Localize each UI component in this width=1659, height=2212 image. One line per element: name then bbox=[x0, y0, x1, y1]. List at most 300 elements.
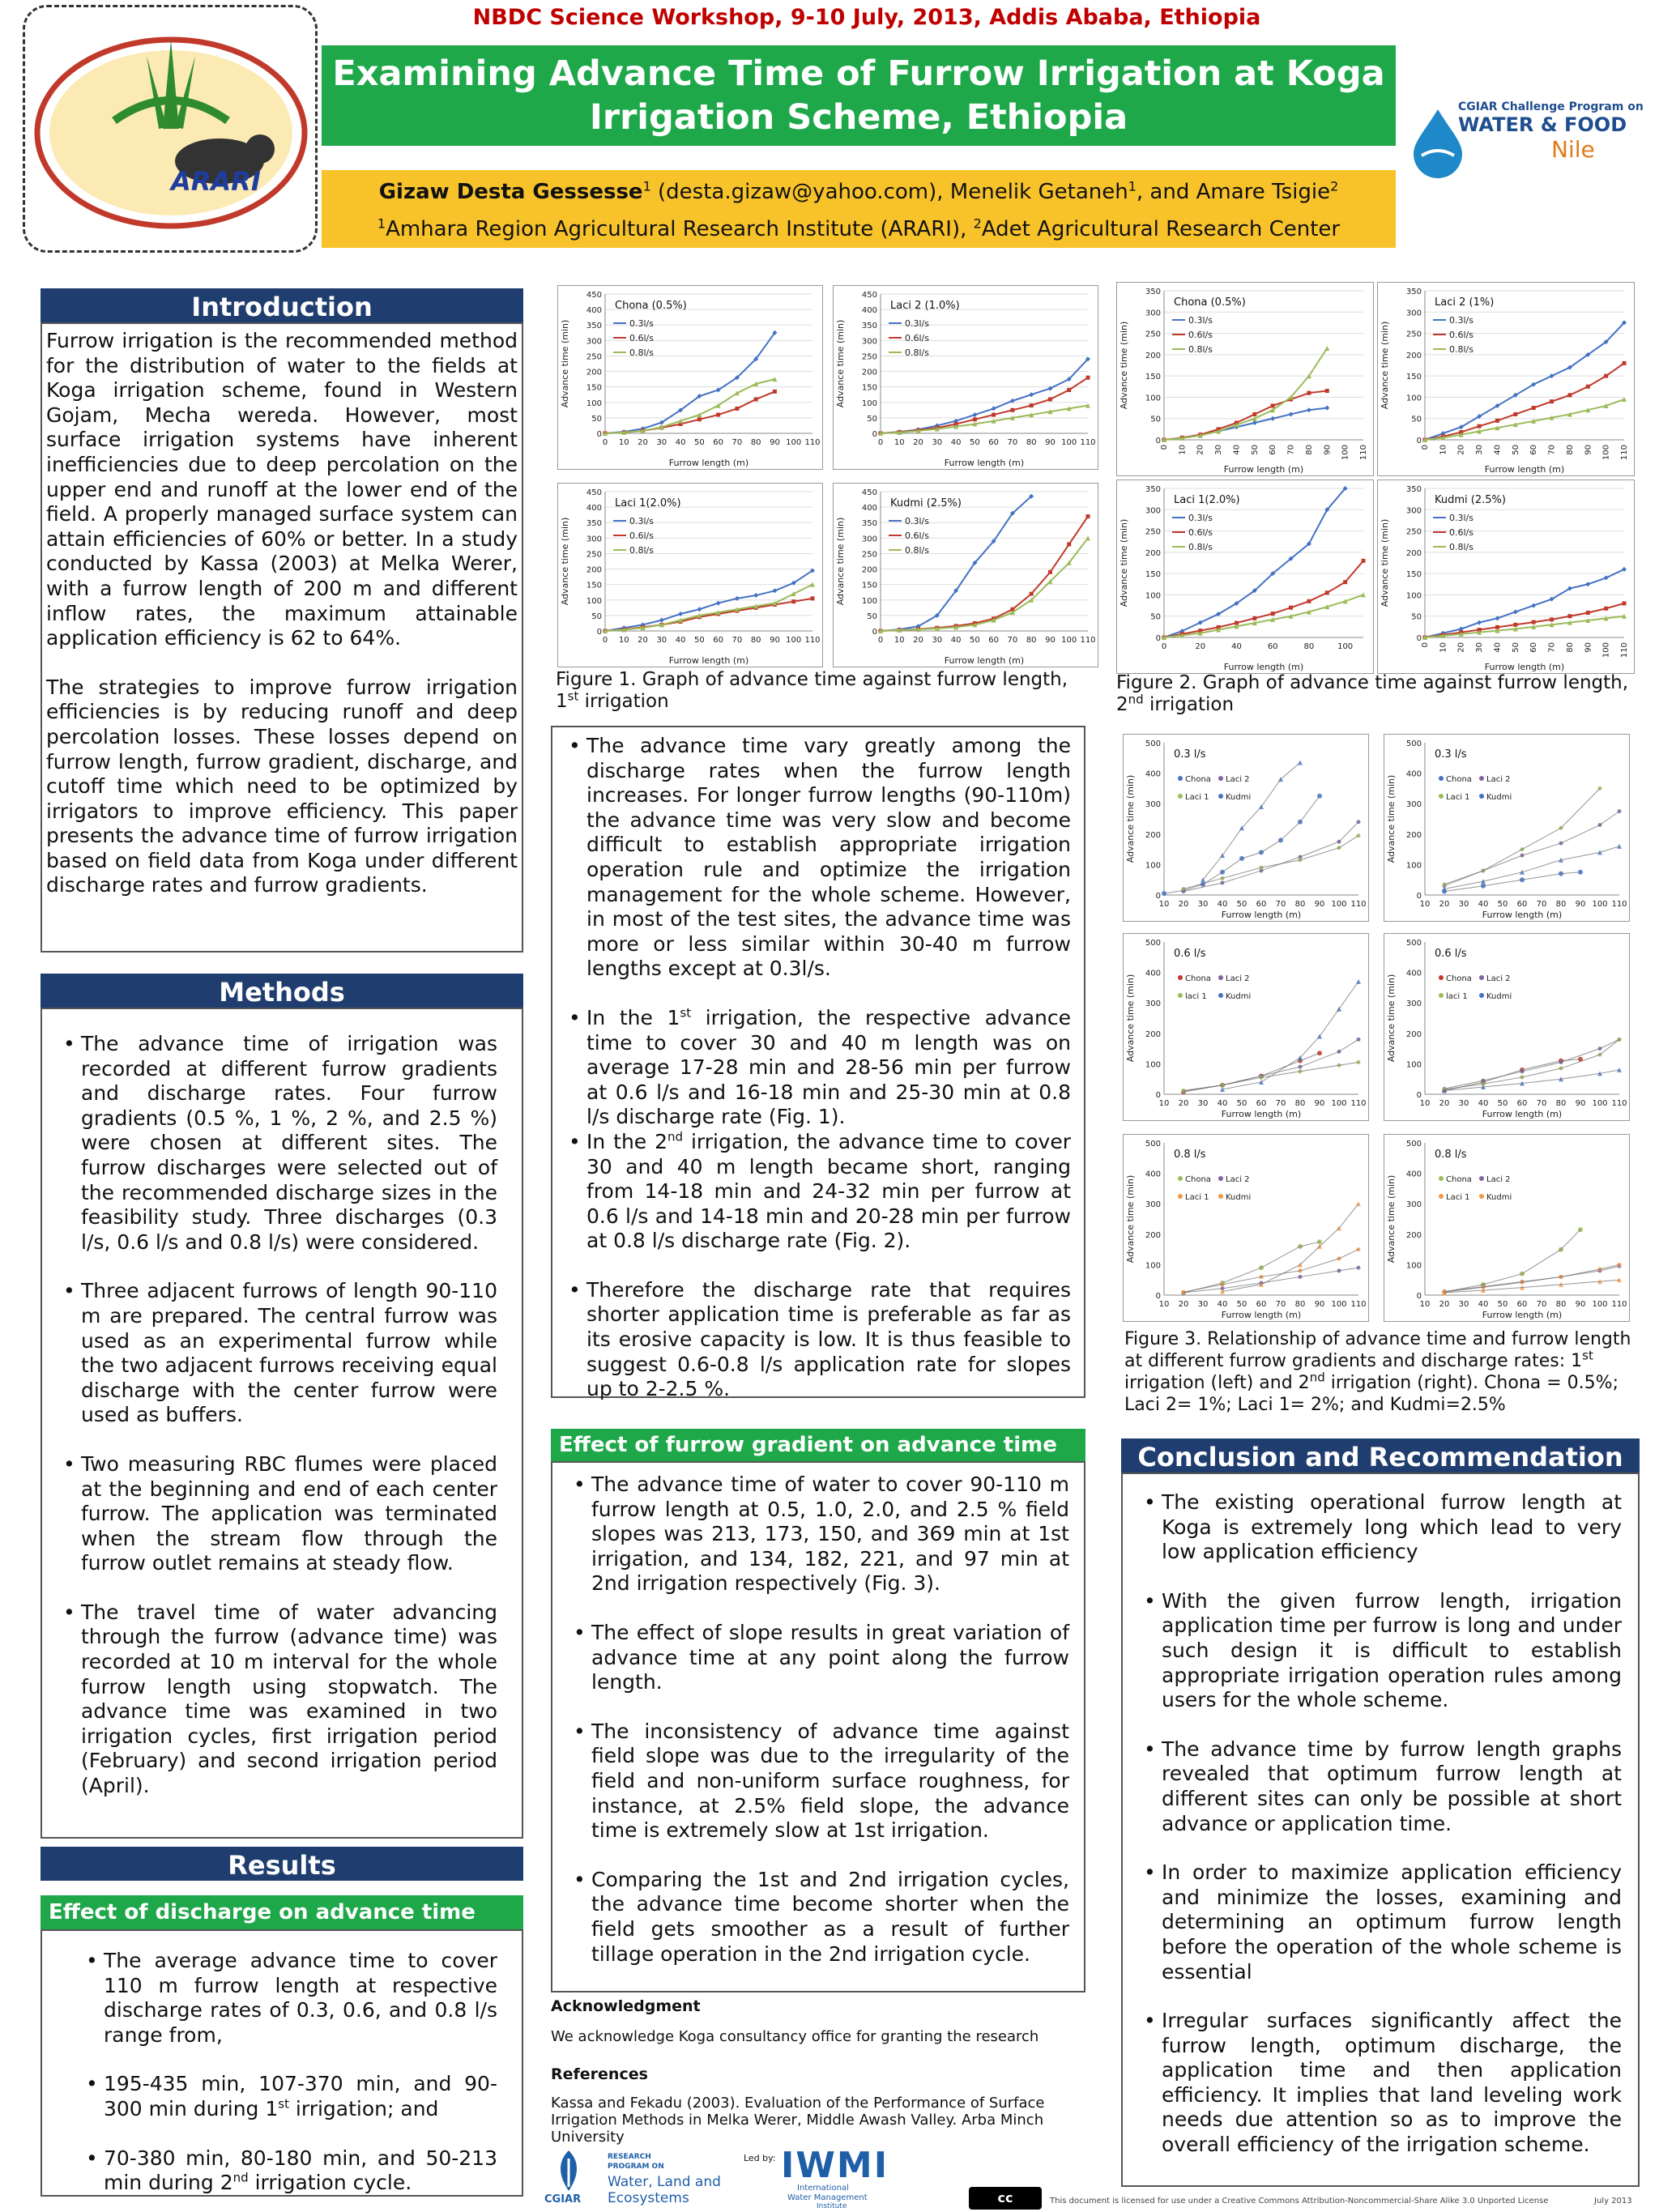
x-tick-label: 50 bbox=[969, 636, 980, 645]
x-tick-label: 100 bbox=[1592, 900, 1608, 909]
y-tick-label: 50 bbox=[1150, 612, 1161, 622]
figure3-chart-08-second bbox=[1384, 1134, 1630, 1322]
legend-label: Kudmi bbox=[1226, 1193, 1252, 1202]
y-axis-label: Advance time (min) bbox=[560, 319, 570, 408]
data-point bbox=[1477, 620, 1482, 625]
data-point bbox=[1623, 361, 1627, 365]
results-item: • 70-380 min, 80-180 min, and 50-213 min during 2nd irrigation cycle. bbox=[83, 2146, 497, 2196]
legend-swatch bbox=[1479, 975, 1484, 980]
x-tick-label: 80 bbox=[1555, 1099, 1567, 1108]
y-tick-label: 100 bbox=[1405, 591, 1422, 601]
legend-swatch bbox=[1218, 975, 1223, 980]
legend-label: 0.3l/s bbox=[1449, 315, 1473, 326]
legend-swatch bbox=[1218, 794, 1223, 799]
y-tick-label: 200 bbox=[1405, 548, 1422, 558]
x-tick-label: 100 bbox=[1331, 900, 1347, 909]
y-tick-label: 400 bbox=[586, 504, 602, 514]
y-tick-label: 0 bbox=[872, 430, 877, 439]
y-tick-label: 300 bbox=[1145, 309, 1161, 318]
x-tick-label: 100 bbox=[1341, 445, 1350, 461]
x-tick-label: 40 bbox=[1217, 900, 1228, 909]
y-tick-label: 200 bbox=[1405, 830, 1422, 840]
research-text: RESEARCH bbox=[608, 2153, 651, 2161]
x-tick-label: 30 bbox=[656, 636, 667, 645]
data-point bbox=[1513, 412, 1517, 416]
x-tick-label: 110 bbox=[1611, 1300, 1627, 1309]
x-tick-label: 80 bbox=[750, 636, 761, 645]
authors-line: Gizaw Desta Gessesse$^1$ (desta.gizaw@yahoo.com), Menelik Getaneh$^1$, and Amare Tsigie$^2$ bbox=[378, 178, 1339, 204]
x-tick-label: 30 bbox=[1458, 900, 1469, 909]
program-on-text: PROGRAM ON bbox=[608, 2163, 664, 2171]
figure3-chart-06-second bbox=[1384, 933, 1630, 1121]
y-tick-label: 50 bbox=[591, 414, 602, 424]
y-tick-label: 100 bbox=[1405, 861, 1422, 871]
x-tick-label: 40 bbox=[950, 636, 962, 645]
series-line bbox=[1425, 363, 1624, 440]
gradient-effect-heading: Effect of furrow gradient on advance time bbox=[551, 1429, 1085, 1461]
figure1-chart-kudmi bbox=[833, 483, 1098, 667]
data-point bbox=[697, 417, 702, 421]
y-tick-label: 300 bbox=[1405, 506, 1422, 516]
legend-swatch bbox=[1178, 993, 1183, 998]
figure2-chart-laci2 bbox=[1377, 282, 1635, 476]
x-tick-label: 10 bbox=[618, 438, 629, 447]
y-tick-label: 250 bbox=[861, 352, 877, 362]
legend-label: 0.6l/s bbox=[1188, 330, 1213, 340]
x-tick-label: 40 bbox=[1217, 1099, 1228, 1108]
x-tick-label: 100 bbox=[786, 636, 802, 645]
x-tick-label: 80 bbox=[1565, 445, 1575, 455]
x-tick-label: 70 bbox=[731, 636, 743, 645]
x-tick-label: 60 bbox=[1267, 642, 1278, 651]
discussion-box bbox=[551, 726, 1085, 1401]
x-tick-label: 80 bbox=[750, 438, 761, 447]
x-tick-label: 70 bbox=[1547, 642, 1557, 653]
y-tick-label: 300 bbox=[861, 535, 877, 544]
data-point bbox=[1622, 567, 1627, 572]
chart-title: Laci 1(2.0%) bbox=[615, 497, 681, 509]
y-tick-label: 400 bbox=[1145, 769, 1161, 779]
y-axis-label: Advance time (min) bbox=[1119, 321, 1129, 410]
legend-swatch bbox=[1439, 993, 1444, 998]
legend-label: 0.3l/s bbox=[1449, 513, 1473, 523]
x-tick-label: 30 bbox=[1197, 1300, 1209, 1309]
chart-title: Kudmi (2.5%) bbox=[890, 497, 962, 509]
series-line bbox=[1164, 348, 1327, 440]
legend-label: Laci 2 bbox=[1226, 974, 1250, 983]
x-tick-label: 110 bbox=[1611, 1099, 1627, 1108]
legend-label: Kudmi bbox=[1486, 992, 1512, 1001]
series-line bbox=[1425, 616, 1624, 637]
x-tick-label: 100 bbox=[1061, 636, 1077, 645]
x-tick-label: 70 bbox=[1275, 900, 1286, 909]
legend-swatch bbox=[1178, 794, 1183, 799]
x-tick-label: 100 bbox=[1337, 642, 1354, 651]
references-heading: References bbox=[551, 2065, 648, 2083]
legend-label: Laci 2 bbox=[1486, 775, 1511, 784]
data-point bbox=[1067, 388, 1071, 392]
creative-commons-badge: cc bbox=[969, 2187, 1042, 2210]
chart-title: 0.6 l/s bbox=[1174, 948, 1206, 960]
legend-label: 0.6l/s bbox=[629, 531, 654, 541]
legend-label: 0.3l/s bbox=[629, 516, 654, 526]
x-tick-label: 80 bbox=[1555, 900, 1567, 909]
legend-label: 0.3l/s bbox=[905, 516, 929, 526]
results-item: • The average advance time to cover 110 m furrow length at respective discharge rates of 0.3, 0.6, and 0.8 l/s range from, bbox=[83, 1949, 497, 2048]
data-point bbox=[773, 390, 777, 394]
y-tick-label: 100 bbox=[586, 596, 602, 606]
y-tick-label: 0 bbox=[1416, 1292, 1422, 1301]
y-tick-label: 150 bbox=[861, 383, 877, 393]
x-tick-label: 30 bbox=[1458, 1099, 1469, 1108]
y-tick-label: 500 bbox=[1405, 939, 1422, 948]
introduction-box bbox=[41, 322, 523, 953]
x-tick-label: 30 bbox=[656, 438, 667, 447]
data-point bbox=[1604, 374, 1608, 378]
data-point bbox=[772, 588, 777, 593]
legend-label: laci 1 bbox=[1446, 992, 1468, 1001]
x-tick-label: 10 bbox=[618, 636, 629, 645]
data-point bbox=[1252, 616, 1256, 620]
results-list bbox=[83, 1949, 497, 2196]
x-tick-label: 10 bbox=[1158, 1300, 1170, 1309]
data-point bbox=[1604, 575, 1609, 580]
x-tick-label: 90 bbox=[1584, 642, 1593, 653]
figure1-chart-laci1 bbox=[557, 483, 823, 667]
y-tick-label: 250 bbox=[861, 550, 877, 560]
x-tick-label: 40 bbox=[1478, 1099, 1489, 1108]
trend-line bbox=[1183, 1250, 1358, 1293]
trend-line bbox=[1183, 1039, 1358, 1091]
x-tick-label: 70 bbox=[1547, 445, 1557, 455]
figure3-chart-03-first bbox=[1123, 734, 1369, 922]
legend-label: 0.6l/s bbox=[1188, 527, 1213, 538]
y-tick-label: 300 bbox=[1145, 999, 1161, 1009]
y-axis-label: Advance time (min) bbox=[1386, 774, 1397, 863]
data-point bbox=[972, 412, 977, 417]
x-tick-label: 0 bbox=[1421, 445, 1430, 450]
series-line bbox=[881, 406, 1088, 433]
x-tick-label: 100 bbox=[1601, 642, 1611, 658]
x-tick-label: 70 bbox=[1275, 1300, 1286, 1309]
x-tick-label: 70 bbox=[1536, 900, 1547, 909]
x-axis-label: Furrow length (m) bbox=[944, 458, 1025, 468]
y-tick-label: 150 bbox=[1145, 373, 1161, 382]
legend-swatch bbox=[1439, 776, 1444, 781]
x-tick-label: 100 bbox=[786, 438, 802, 447]
legend-swatch bbox=[1439, 794, 1444, 799]
y-tick-label: 300 bbox=[1405, 1200, 1422, 1210]
x-tick-label: 90 bbox=[770, 438, 780, 447]
poster-title: Examining Advance Time of Furrow Irrigation at Koga Irrigation Scheme, Ethiopia bbox=[322, 45, 1396, 146]
data-point bbox=[992, 406, 996, 411]
x-tick-label: 40 bbox=[1232, 445, 1242, 455]
data-point bbox=[1585, 582, 1590, 586]
x-tick-label: 60 bbox=[1256, 900, 1267, 909]
data-point bbox=[1252, 420, 1257, 425]
y-tick-label: 100 bbox=[861, 596, 877, 606]
y-axis-label: Advance time (min) bbox=[1380, 321, 1390, 410]
x-tick-label: 100 bbox=[1331, 1099, 1347, 1108]
y-tick-label: 0 bbox=[1155, 1091, 1161, 1100]
x-tick-label: 60 bbox=[1516, 900, 1528, 909]
data-point bbox=[1567, 393, 1572, 397]
x-tick-label: 50 bbox=[1497, 900, 1508, 909]
y-tick-label: 50 bbox=[1411, 612, 1422, 622]
acknowledgment-heading: Acknowledgment bbox=[551, 1997, 701, 2015]
x-tick-label: 110 bbox=[804, 438, 821, 447]
cgiar-program-text: CGIAR Challenge Program on bbox=[1458, 100, 1644, 113]
x-tick-label: 100 bbox=[1331, 1300, 1347, 1309]
x-tick-label: 90 bbox=[770, 636, 780, 645]
y-tick-label: 350 bbox=[1145, 485, 1161, 494]
x-axis-label: Furrow length (m) bbox=[1221, 1109, 1302, 1119]
led-by-text: Led by: bbox=[744, 2153, 776, 2163]
chart-title: 0.3 l/s bbox=[1435, 748, 1467, 761]
series-line bbox=[1164, 488, 1346, 637]
legend-swatch bbox=[1439, 975, 1444, 980]
legend-swatch bbox=[1178, 1176, 1183, 1181]
water-food-text: WATER & FOOD bbox=[1458, 113, 1627, 136]
wle-logo bbox=[544, 2146, 747, 2211]
y-tick-label: 100 bbox=[861, 399, 877, 408]
legend-label: Chona bbox=[1446, 1175, 1472, 1184]
y-tick-label: 300 bbox=[586, 535, 602, 544]
y-tick-label: 350 bbox=[1145, 288, 1161, 296]
x-tick-label: 30 bbox=[1214, 445, 1224, 455]
data-point bbox=[1324, 406, 1329, 411]
figure2-chart-chona bbox=[1116, 282, 1374, 476]
chart-title: 0.8 l/s bbox=[1174, 1149, 1206, 1161]
x-tick-label: 100 bbox=[1592, 1099, 1608, 1108]
series-line bbox=[605, 585, 812, 631]
x-tick-label: 110 bbox=[1620, 445, 1629, 461]
legend-label: Laci 1 bbox=[1185, 1193, 1209, 1202]
x-axis-label: Furrow length (m) bbox=[1223, 662, 1304, 672]
methods-item: • Two measuring RBC flumes were placed at the beginning and end of each center furrow. The application was terminated when the stream flow through the furrow outlet remains at steady flow. bbox=[60, 1452, 497, 1576]
x-tick-label: 90 bbox=[1314, 1300, 1325, 1309]
figure2-chart-laci1 bbox=[1116, 479, 1374, 674]
x-tick-label: 110 bbox=[1359, 445, 1368, 461]
y-tick-label: 500 bbox=[1145, 739, 1161, 748]
legend-label: Laci 1 bbox=[1185, 793, 1209, 802]
cgiar-logo bbox=[1410, 89, 1644, 170]
data-point bbox=[1617, 844, 1622, 849]
y-axis-label: Advance time (min) bbox=[1119, 518, 1129, 607]
x-tick-label: 70 bbox=[1536, 1099, 1547, 1108]
data-point bbox=[1550, 373, 1555, 378]
legend-label: 0.6l/s bbox=[1449, 527, 1473, 538]
y-tick-label: 500 bbox=[1405, 1140, 1422, 1149]
legend-label: 0.3l/s bbox=[1188, 513, 1213, 523]
x-tick-label: 60 bbox=[1256, 1099, 1267, 1108]
y-tick-label: 100 bbox=[1145, 1060, 1161, 1070]
methods-heading: Methods bbox=[41, 974, 523, 1008]
legend-label: laci 1 bbox=[1185, 992, 1207, 1001]
y-tick-label: 0 bbox=[1416, 634, 1422, 643]
legend-label: Chona bbox=[1446, 775, 1472, 784]
x-tick-label: 60 bbox=[988, 636, 1000, 645]
y-tick-label: 100 bbox=[1145, 861, 1161, 871]
x-tick-label: 80 bbox=[1026, 636, 1037, 645]
legend-swatch bbox=[1218, 1194, 1223, 1199]
y-tick-label: 100 bbox=[1405, 1060, 1422, 1070]
arari-logo-graphic bbox=[25, 7, 315, 250]
conclusion-heading: Conclusion and Recommendation bbox=[1121, 1438, 1640, 1473]
legend-label: Kudmi bbox=[1226, 793, 1252, 802]
data-point bbox=[1532, 620, 1536, 624]
cgiar-leaf-icon bbox=[544, 2146, 593, 2195]
y-tick-label: 200 bbox=[586, 368, 602, 377]
series-line bbox=[1164, 408, 1327, 440]
results-heading: Results bbox=[41, 1847, 523, 1881]
gradient-list bbox=[570, 1473, 1069, 1967]
data-point bbox=[1623, 601, 1627, 605]
y-tick-label: 200 bbox=[1405, 1029, 1422, 1039]
x-tick-label: 10 bbox=[1419, 1300, 1431, 1309]
legend-swatch bbox=[1178, 776, 1183, 781]
workshop-title: NBDC Science Workshop, 9-10 July, 2013, Addis Ababa, Ethiopia bbox=[472, 5, 1261, 30]
methods-item: • The advance time of irrigation was recorded at different furrow gradients and discharge rates. Four furrow gradients (0.5 %, 1 %, 2 %, and 2.5 %) were chosen at different sites. The furrow discharges were selected out of the recommended discharge sizes in the feasibility study. Three discharges (0.3 l/s, 0.6 l/s and 0.8 l/s) were considered. bbox=[60, 1032, 497, 1255]
x-tick-label: 110 bbox=[1080, 636, 1096, 645]
y-tick-label: 150 bbox=[861, 581, 877, 590]
y-tick-label: 350 bbox=[861, 519, 877, 529]
x-tick-label: 50 bbox=[1497, 1300, 1508, 1309]
legend-label: Chona bbox=[1446, 974, 1472, 983]
conclusion-box bbox=[1121, 1473, 1640, 2187]
x-tick-label: 20 bbox=[1439, 1099, 1450, 1108]
legend-label: Laci 1 bbox=[1446, 793, 1470, 802]
y-tick-label: 0 bbox=[1155, 634, 1161, 643]
x-tick-label: 80 bbox=[1304, 445, 1314, 455]
y-tick-label: 500 bbox=[1145, 1140, 1161, 1149]
chart-title: Laci 2 (1%) bbox=[1435, 296, 1495, 309]
y-tick-label: 200 bbox=[1145, 830, 1161, 840]
x-tick-label: 30 bbox=[1475, 445, 1485, 455]
y-axis-label: Advance time (min) bbox=[835, 319, 846, 408]
gradient-item: • The advance time of water to cover 90-110 m furrow length at 0.5, 1.0, 2.0, and 2.5 % field slopes was 213, 173, 150, and 369 min at 1st irrigation, and 134, 182, 221, and 97 min at 2nd irrigation respectively (Fig. 3). bbox=[570, 1473, 1069, 1596]
y-axis-label: Advance time (min) bbox=[835, 517, 846, 606]
trend-line bbox=[1164, 796, 1320, 893]
x-tick-label: 60 bbox=[713, 636, 724, 645]
chart-title: 0.6 l/s bbox=[1435, 948, 1467, 960]
x-tick-label: 100 bbox=[1592, 1300, 1608, 1309]
x-tick-label: 20 bbox=[1195, 642, 1206, 651]
data-point bbox=[1532, 406, 1536, 410]
legend-label: 0.6l/s bbox=[905, 531, 929, 541]
x-tick-label: 80 bbox=[1294, 1099, 1306, 1108]
x-tick-label: 50 bbox=[1236, 1300, 1247, 1309]
y-tick-label: 50 bbox=[591, 612, 602, 621]
discussion-item: • In the 1st irrigation, the respective advance time to cover 30 and 40 m length was on average 17-28 min and 28-56 min per furrow at 0.6 l/s and 16-18 min and 25-30 min at 0.8 l/s discharge rate (Fig. 1). bbox=[565, 1006, 1071, 1130]
y-tick-label: 100 bbox=[586, 399, 602, 408]
trend-line bbox=[1183, 822, 1358, 892]
iwmi-line-3: Institute bbox=[817, 2202, 847, 2210]
data-point bbox=[1324, 346, 1329, 351]
x-tick-label: 0 bbox=[1161, 642, 1167, 651]
y-axis-label: Advance time (min) bbox=[1380, 518, 1390, 607]
introduction-paragraph-1: Furrow irrigation is the recommended method for the distribution of water to the fields at Koga irrigation scheme, found in Western Gojam, Mecha wereda. However, most surface irrigation systems have inherent inefficiencies due to deep percolation on the upper end and runoff at the lower end of the field. A properly managed surface system can attain efficiencies of 60% or better. In a study conducted by Kassa (2003) at Melka Werer, with a furrow length of 200 m and different inflow rates, the maximum attainable application efficiency is 62 to 64%. bbox=[46, 329, 518, 650]
y-tick-label: 100 bbox=[1145, 591, 1161, 601]
y-tick-label: 200 bbox=[586, 565, 602, 575]
results-item: • 195-435 min, 107-370 min, and 90-300 min during 1st irrigation; and bbox=[83, 2072, 497, 2121]
x-tick-label: 10 bbox=[1158, 900, 1170, 909]
x-tick-label: 50 bbox=[1511, 642, 1520, 653]
figure3-chart-03-second bbox=[1384, 734, 1630, 922]
data-point bbox=[1325, 389, 1329, 393]
data-point bbox=[1030, 403, 1034, 407]
discussion-list bbox=[565, 734, 1071, 1402]
y-tick-label: 100 bbox=[1405, 394, 1422, 403]
data-point bbox=[1586, 385, 1590, 389]
chart-title: Laci 2 (1.0%) bbox=[890, 300, 960, 312]
iwmi-line-2: Water Management bbox=[787, 2193, 868, 2202]
figure1-chart-laci2 bbox=[833, 285, 1098, 470]
data-point bbox=[1289, 411, 1294, 416]
iwmi-line-1: International bbox=[797, 2184, 849, 2193]
x-tick-label: 90 bbox=[1575, 900, 1586, 909]
x-axis-label: Furrow length (m) bbox=[668, 458, 749, 468]
series-line bbox=[1164, 391, 1327, 440]
y-tick-label: 0 bbox=[1416, 1091, 1422, 1100]
y-tick-label: 450 bbox=[861, 488, 877, 497]
data-point bbox=[1317, 1051, 1322, 1055]
legend-label: Kudmi bbox=[1226, 992, 1252, 1001]
y-tick-label: 200 bbox=[1145, 1029, 1161, 1039]
y-axis-label: Advance time (min) bbox=[560, 517, 570, 606]
y-axis-label: Advance time (min) bbox=[1386, 974, 1397, 1063]
x-tick-label: 30 bbox=[1197, 1099, 1209, 1108]
data-point bbox=[1357, 1247, 1361, 1251]
legend-label: 0.8l/s bbox=[1188, 344, 1213, 355]
x-tick-label: 10 bbox=[1439, 445, 1448, 455]
y-tick-label: 400 bbox=[1405, 1170, 1422, 1179]
y-tick-label: 250 bbox=[1405, 330, 1422, 339]
x-axis-label: Furrow length (m) bbox=[1484, 464, 1565, 475]
y-tick-label: 300 bbox=[1405, 800, 1422, 810]
chart-title: Kudmi (2.5%) bbox=[1435, 494, 1506, 506]
x-tick-label: 60 bbox=[988, 438, 1000, 447]
x-tick-label: 110 bbox=[1350, 1099, 1367, 1108]
legend-swatch bbox=[1479, 794, 1484, 799]
x-tick-label: 90 bbox=[1314, 900, 1325, 909]
y-tick-label: 200 bbox=[861, 368, 877, 377]
gradient-item: • The effect of slope results in great variation of advance time at any point along the furrow length. bbox=[570, 1621, 1069, 1695]
y-tick-label: 400 bbox=[1405, 969, 1422, 978]
x-tick-label: 110 bbox=[1350, 1300, 1367, 1309]
x-tick-label: 40 bbox=[1478, 1300, 1489, 1309]
y-tick-label: 150 bbox=[1145, 570, 1161, 580]
license-text: This document is licensed for use under a Creative Commons Attribution-Noncommercial-Share Alike 3.0 Unported License bbox=[1050, 2197, 1549, 2206]
legend-label: 0.3l/s bbox=[629, 318, 654, 329]
x-tick-label: 0 bbox=[1421, 642, 1430, 648]
data-point bbox=[1289, 606, 1293, 610]
legend-label: 0.8l/s bbox=[1188, 542, 1213, 552]
x-tick-label: 40 bbox=[675, 438, 686, 447]
trend-line bbox=[1444, 1266, 1619, 1291]
x-tick-label: 20 bbox=[1456, 642, 1466, 653]
y-tick-label: 500 bbox=[1145, 939, 1161, 948]
data-point bbox=[811, 596, 815, 600]
x-tick-label: 40 bbox=[1231, 642, 1242, 651]
legend-label: Laci 2 bbox=[1486, 974, 1511, 983]
y-tick-label: 100 bbox=[1145, 1261, 1161, 1271]
x-tick-label: 20 bbox=[1439, 900, 1450, 909]
y-tick-label: 300 bbox=[1145, 506, 1161, 516]
wle-text-2: Ecosystems bbox=[608, 2190, 689, 2206]
y-axis-label: Advance time (min) bbox=[1386, 1174, 1397, 1264]
arari-logo bbox=[23, 5, 318, 253]
